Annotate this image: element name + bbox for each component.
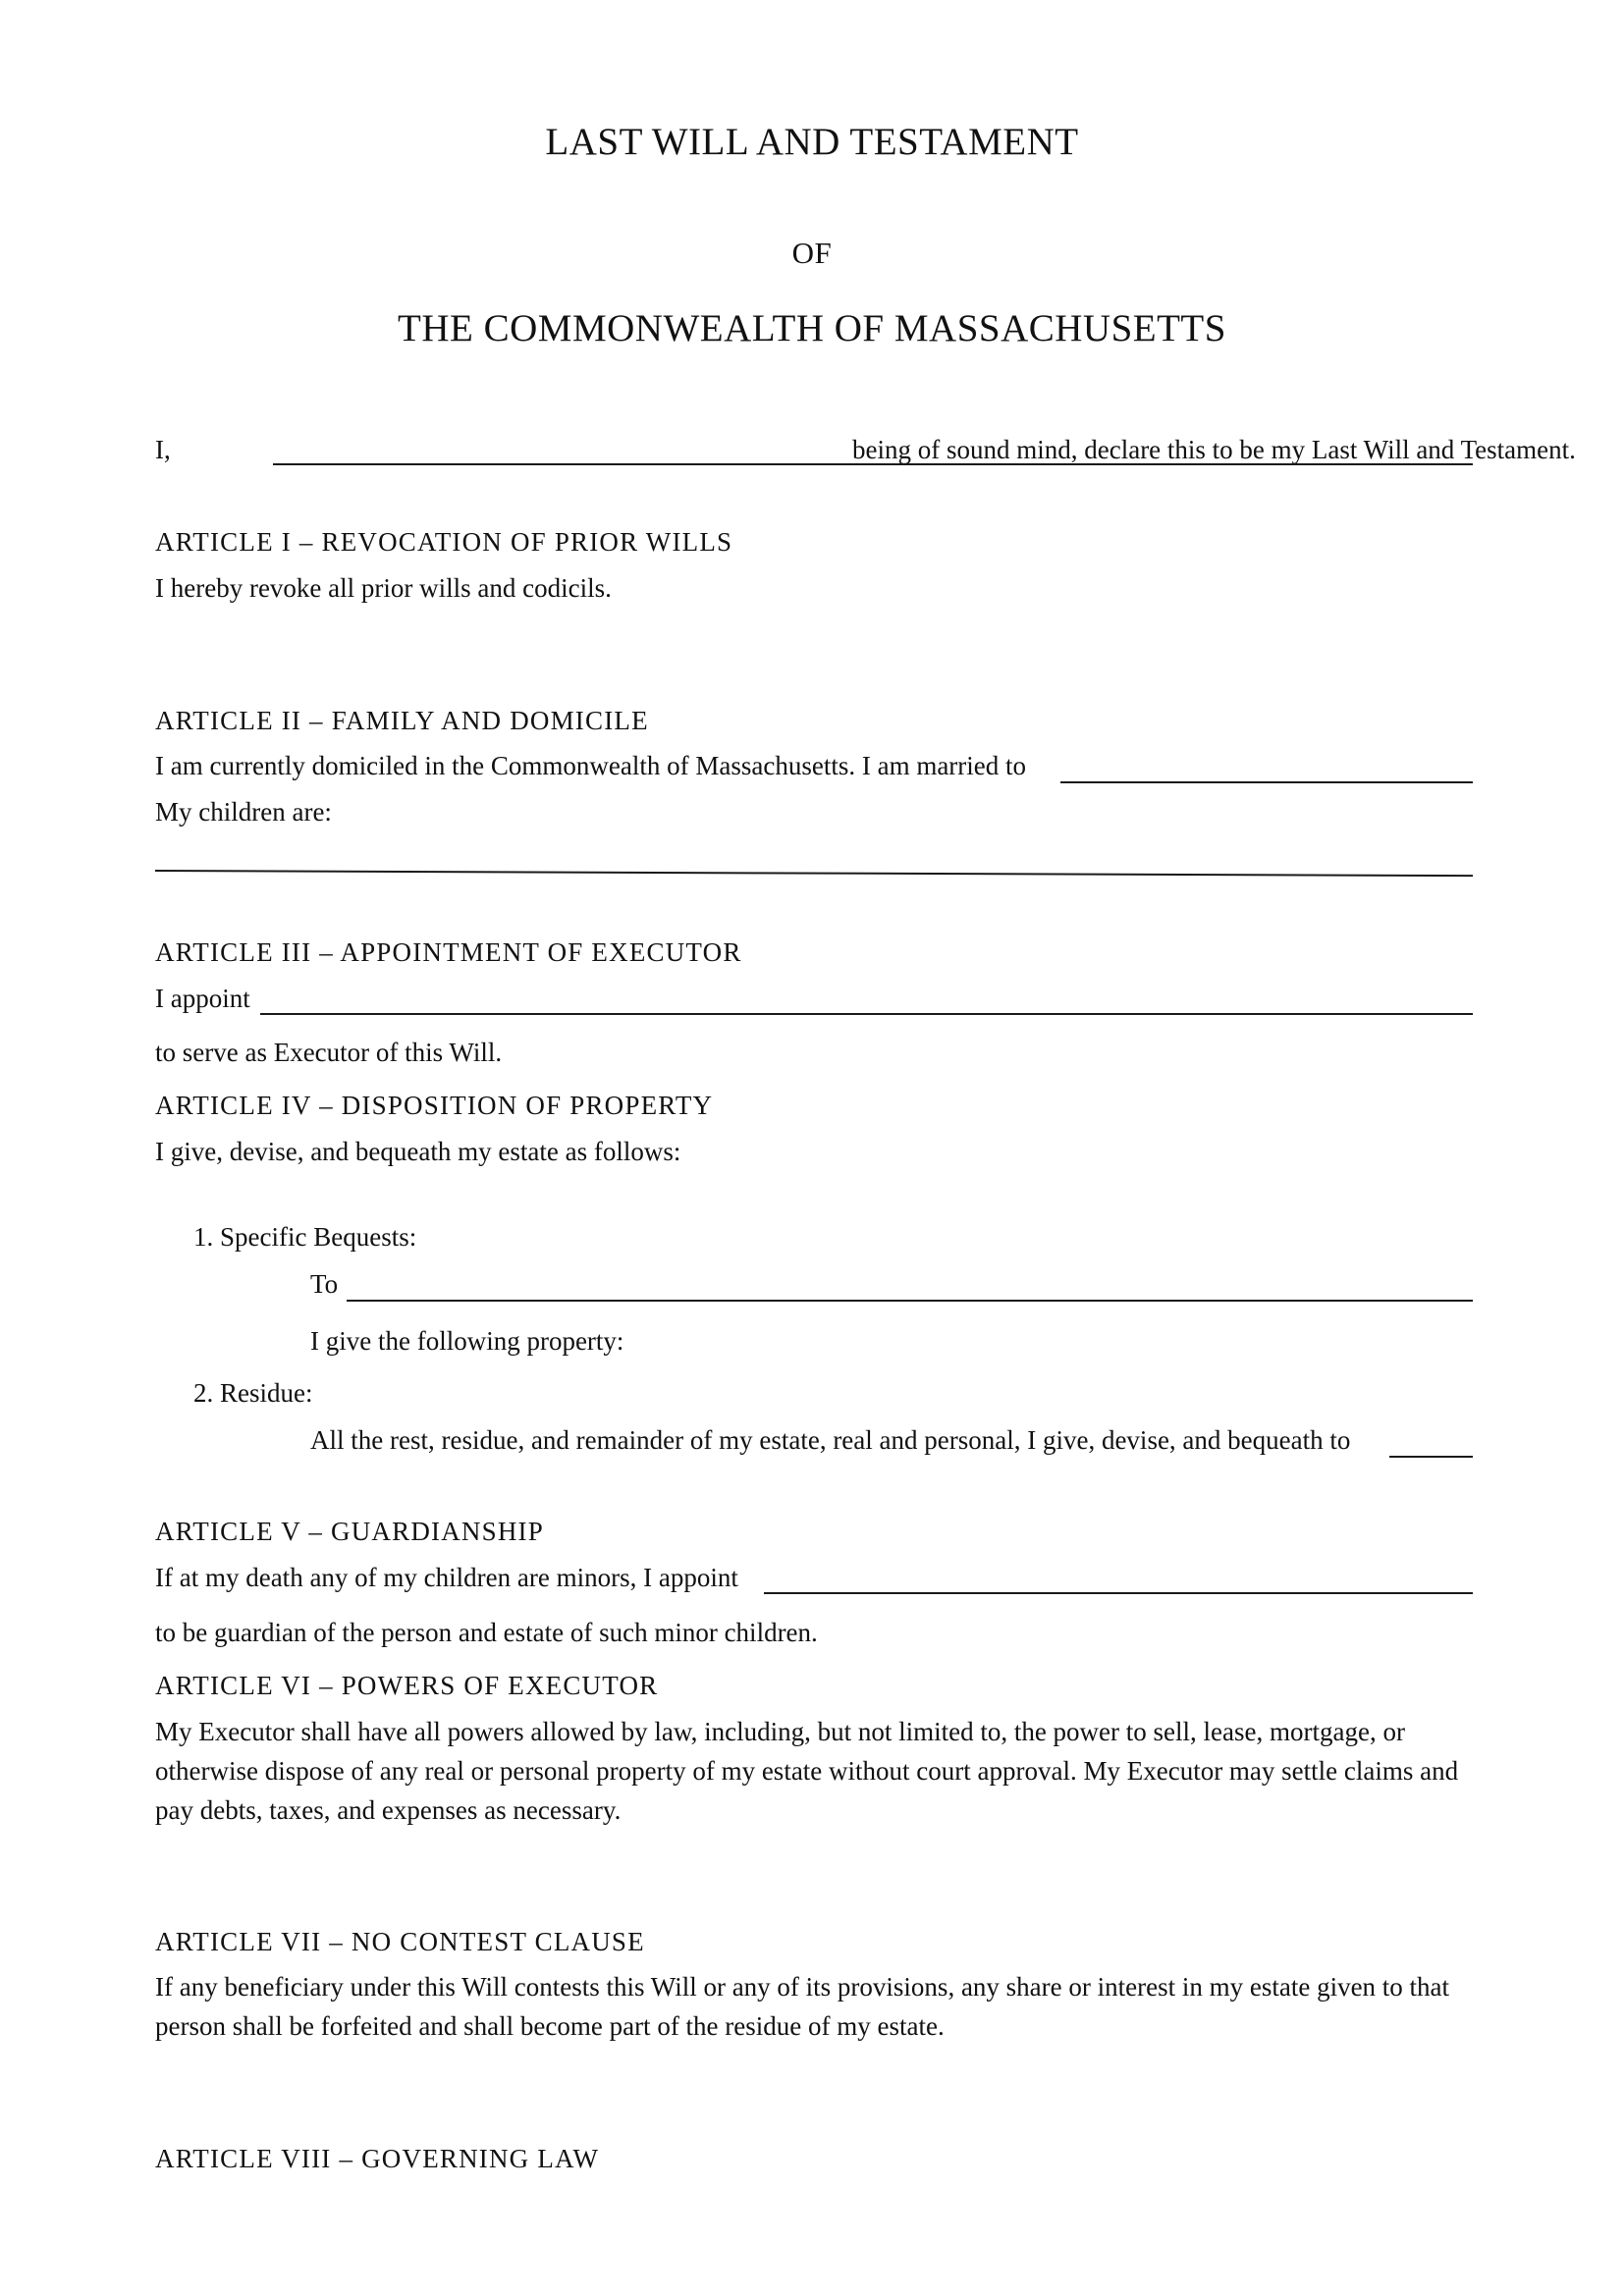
executor-name-field[interactable] <box>260 980 1473 1013</box>
children-names-field[interactable] <box>155 836 1473 870</box>
specific-bequests-item: 1. Specific Bequests: <box>193 1222 417 1252</box>
article-8-heading: ARTICLE VIII – GOVERNING LAW <box>155 2144 600 2173</box>
bequest-recipient-line <box>347 1300 1473 1302</box>
article-1-text: I hereby revoke all prior wills and codicils. <box>155 573 612 603</box>
document-of: OF <box>791 236 833 270</box>
executor-name-line <box>260 1013 1473 1015</box>
spouse-name-field[interactable] <box>1060 748 1473 781</box>
children-names-line <box>155 870 1473 877</box>
article-5-guardian-label: If at my death any of my children are minors, I appoint <box>155 1563 738 1592</box>
article-3-after: to serve as Executor of this Will. <box>155 1038 503 1067</box>
article-5-heading: ARTICLE V – GUARDIANSHIP <box>155 1517 544 1546</box>
document-title: LAST WILL AND TESTAMENT <box>545 121 1079 163</box>
article-1-heading: ARTICLE I – REVOCATION OF PRIOR WILLS <box>155 527 733 557</box>
article-3-heading: ARTICLE III – APPOINTMENT OF EXECUTOR <box>155 937 742 967</box>
residue-beneficiary-field[interactable] <box>1389 1422 1473 1456</box>
article-2-spouse-label: I am currently domiciled in the Commonwealth of Massachusetts. I am married to <box>155 751 1027 780</box>
article-5-after: to be guardian of the person and estate of such minor children. <box>155 1618 818 1647</box>
guardian-name-field[interactable] <box>764 1559 1473 1592</box>
intro-underline <box>852 463 1473 465</box>
bequest-recipient-field[interactable] <box>347 1266 1473 1300</box>
article-3-appoint-label: I appoint <box>155 984 250 1013</box>
article-4-heading: ARTICLE IV – DISPOSITION OF PROPERTY <box>155 1091 714 1120</box>
testator-name-line <box>273 463 852 465</box>
article-7-text: If any beneficiary under this Will contests this Will or any of its provisions, any share or interest in my estate given to that person shall be forfeited and shall become part of the residue of my estate. <box>155 1972 1450 2041</box>
residue-item: 2. Residue: <box>193 1378 313 1408</box>
article-2-heading: ARTICLE II – FAMILY AND DOMICILE <box>155 706 649 735</box>
residue-text: All the rest, residue, and remainder of my estate, real and personal, I give, devise, and bequeath to <box>310 1425 1351 1455</box>
testator-name-field[interactable] <box>273 430 852 463</box>
bequest-property-label: I give the following property: <box>310 1326 624 1356</box>
article-6-heading: ARTICLE VI – POWERS OF EXECUTOR <box>155 1671 659 1700</box>
document-subtitle: THE COMMONWEALTH OF MASSACHUSETTS <box>398 307 1226 349</box>
article-2-children-label: My children are: <box>155 797 332 827</box>
intro-suffix: being of sound mind, declare this to be my Last Will and Testament. <box>852 435 1576 464</box>
article-6-text: My Executor shall have all powers allowed by law, including, but not limited to, the power to sell, lease, mortgage, or otherwise dispose of any real or personal property of my estate without court approval. My Executor may settle claims and pay debts, taxes, and expenses as necessary. <box>155 1717 1459 1825</box>
residue-beneficiary-line <box>1389 1456 1473 1458</box>
bequest-to-label: To <box>310 1269 339 1299</box>
spouse-name-line <box>1060 781 1473 783</box>
article-7-heading: ARTICLE VII – NO CONTEST CLAUSE <box>155 1927 645 1956</box>
article-4-intro: I give, devise, and bequeath my estate as follows: <box>155 1137 681 1166</box>
guardian-name-line <box>764 1592 1473 1594</box>
intro-prefix: I, <box>155 435 171 464</box>
